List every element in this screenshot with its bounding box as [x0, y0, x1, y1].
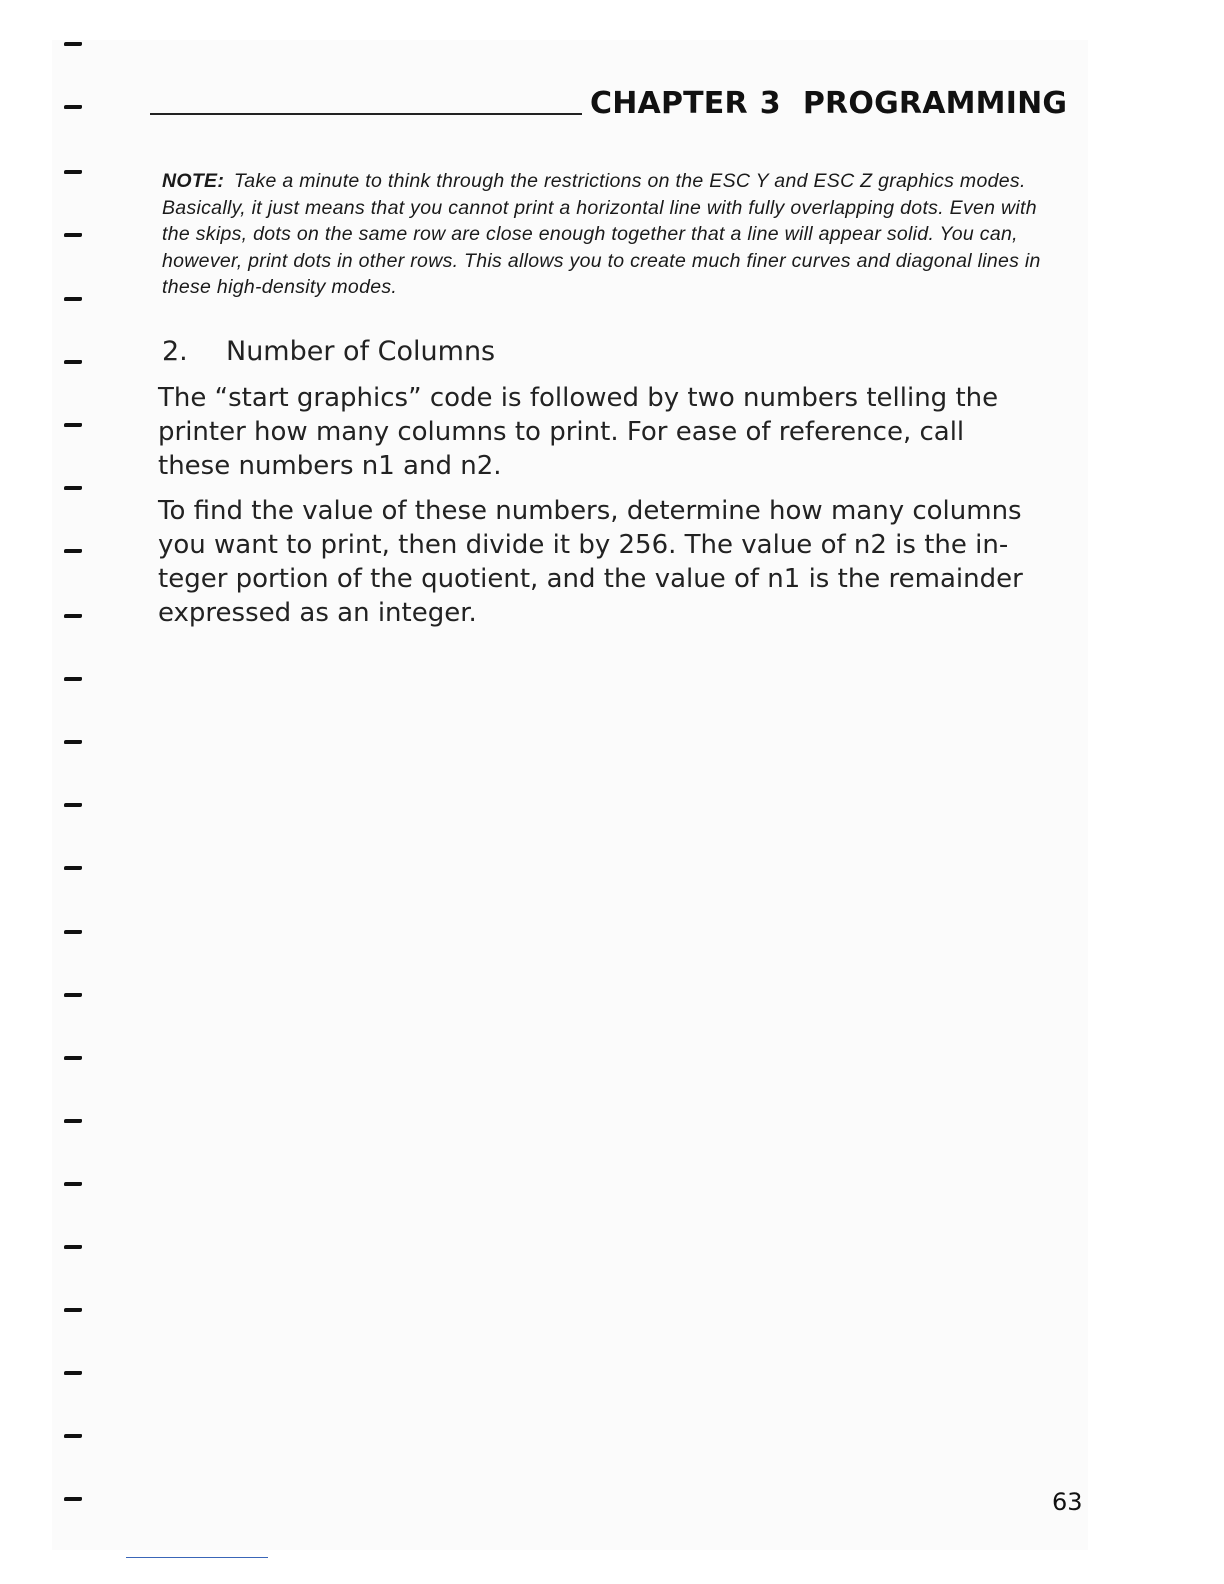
note-label: NOTE: — [162, 170, 225, 192]
binding-mark — [64, 1119, 82, 1123]
body-paragraph: The “start graphics” code is followed by two numbers telling the printer how many columns to print. For ease of reference, call these numbers n1 and n2. — [158, 383, 999, 481]
section-heading — [162, 336, 495, 367]
chapter-heading — [590, 86, 1067, 121]
section-title: Number of Columns — [226, 336, 496, 367]
chapter-word: CHAPTER — [590, 86, 748, 121]
binding-marks — [60, 0, 110, 1584]
note-text: Take a minute to think through the restrictions on the ESC Y and ESC Z graphics modes. Basically, it just means that you cannot print a horizontal line with fully overlapping dots. Even with the skips, dots on the same row are close enough together that a line will appear solid. You can, however, print dots in other rows. This allows you to create much finer curves and diagonal lines in these high-density modes. — [162, 170, 1041, 298]
binding-mark — [64, 1497, 82, 1501]
chapter-heading-rule — [150, 113, 582, 115]
binding-mark — [64, 866, 82, 870]
note-block — [162, 168, 1042, 301]
footer-rule — [126, 1557, 268, 1558]
page-number: 63 — [1052, 1488, 1083, 1516]
binding-mark — [64, 360, 82, 364]
binding-mark — [64, 1308, 82, 1312]
body-paragraph: To find the value of these numbers, determine how many columns you want to print, then divide it by 256. The value of n2 is the in-teger portion of the quotient, and the value of n1 is the remainder expressed as an integer. — [158, 496, 1023, 628]
binding-mark — [64, 1371, 82, 1375]
binding-mark — [64, 297, 82, 301]
binding-mark — [64, 740, 82, 744]
binding-mark — [64, 42, 82, 46]
binding-mark — [64, 233, 82, 237]
section-number: 2. — [162, 336, 188, 367]
binding-mark — [64, 105, 82, 109]
binding-mark — [64, 1434, 82, 1438]
binding-mark — [64, 930, 82, 934]
binding-mark — [64, 1056, 82, 1060]
binding-mark — [64, 486, 82, 490]
binding-mark — [64, 423, 82, 427]
binding-mark — [64, 549, 82, 553]
binding-mark — [64, 677, 82, 681]
binding-mark — [64, 803, 82, 807]
binding-mark — [64, 993, 82, 997]
binding-mark — [64, 1245, 82, 1249]
binding-mark — [64, 614, 82, 618]
chapter-title: PROGRAMMING — [802, 86, 1068, 121]
binding-mark — [64, 1182, 82, 1186]
chapter-number: 3 — [759, 86, 781, 121]
binding-mark — [64, 170, 82, 174]
